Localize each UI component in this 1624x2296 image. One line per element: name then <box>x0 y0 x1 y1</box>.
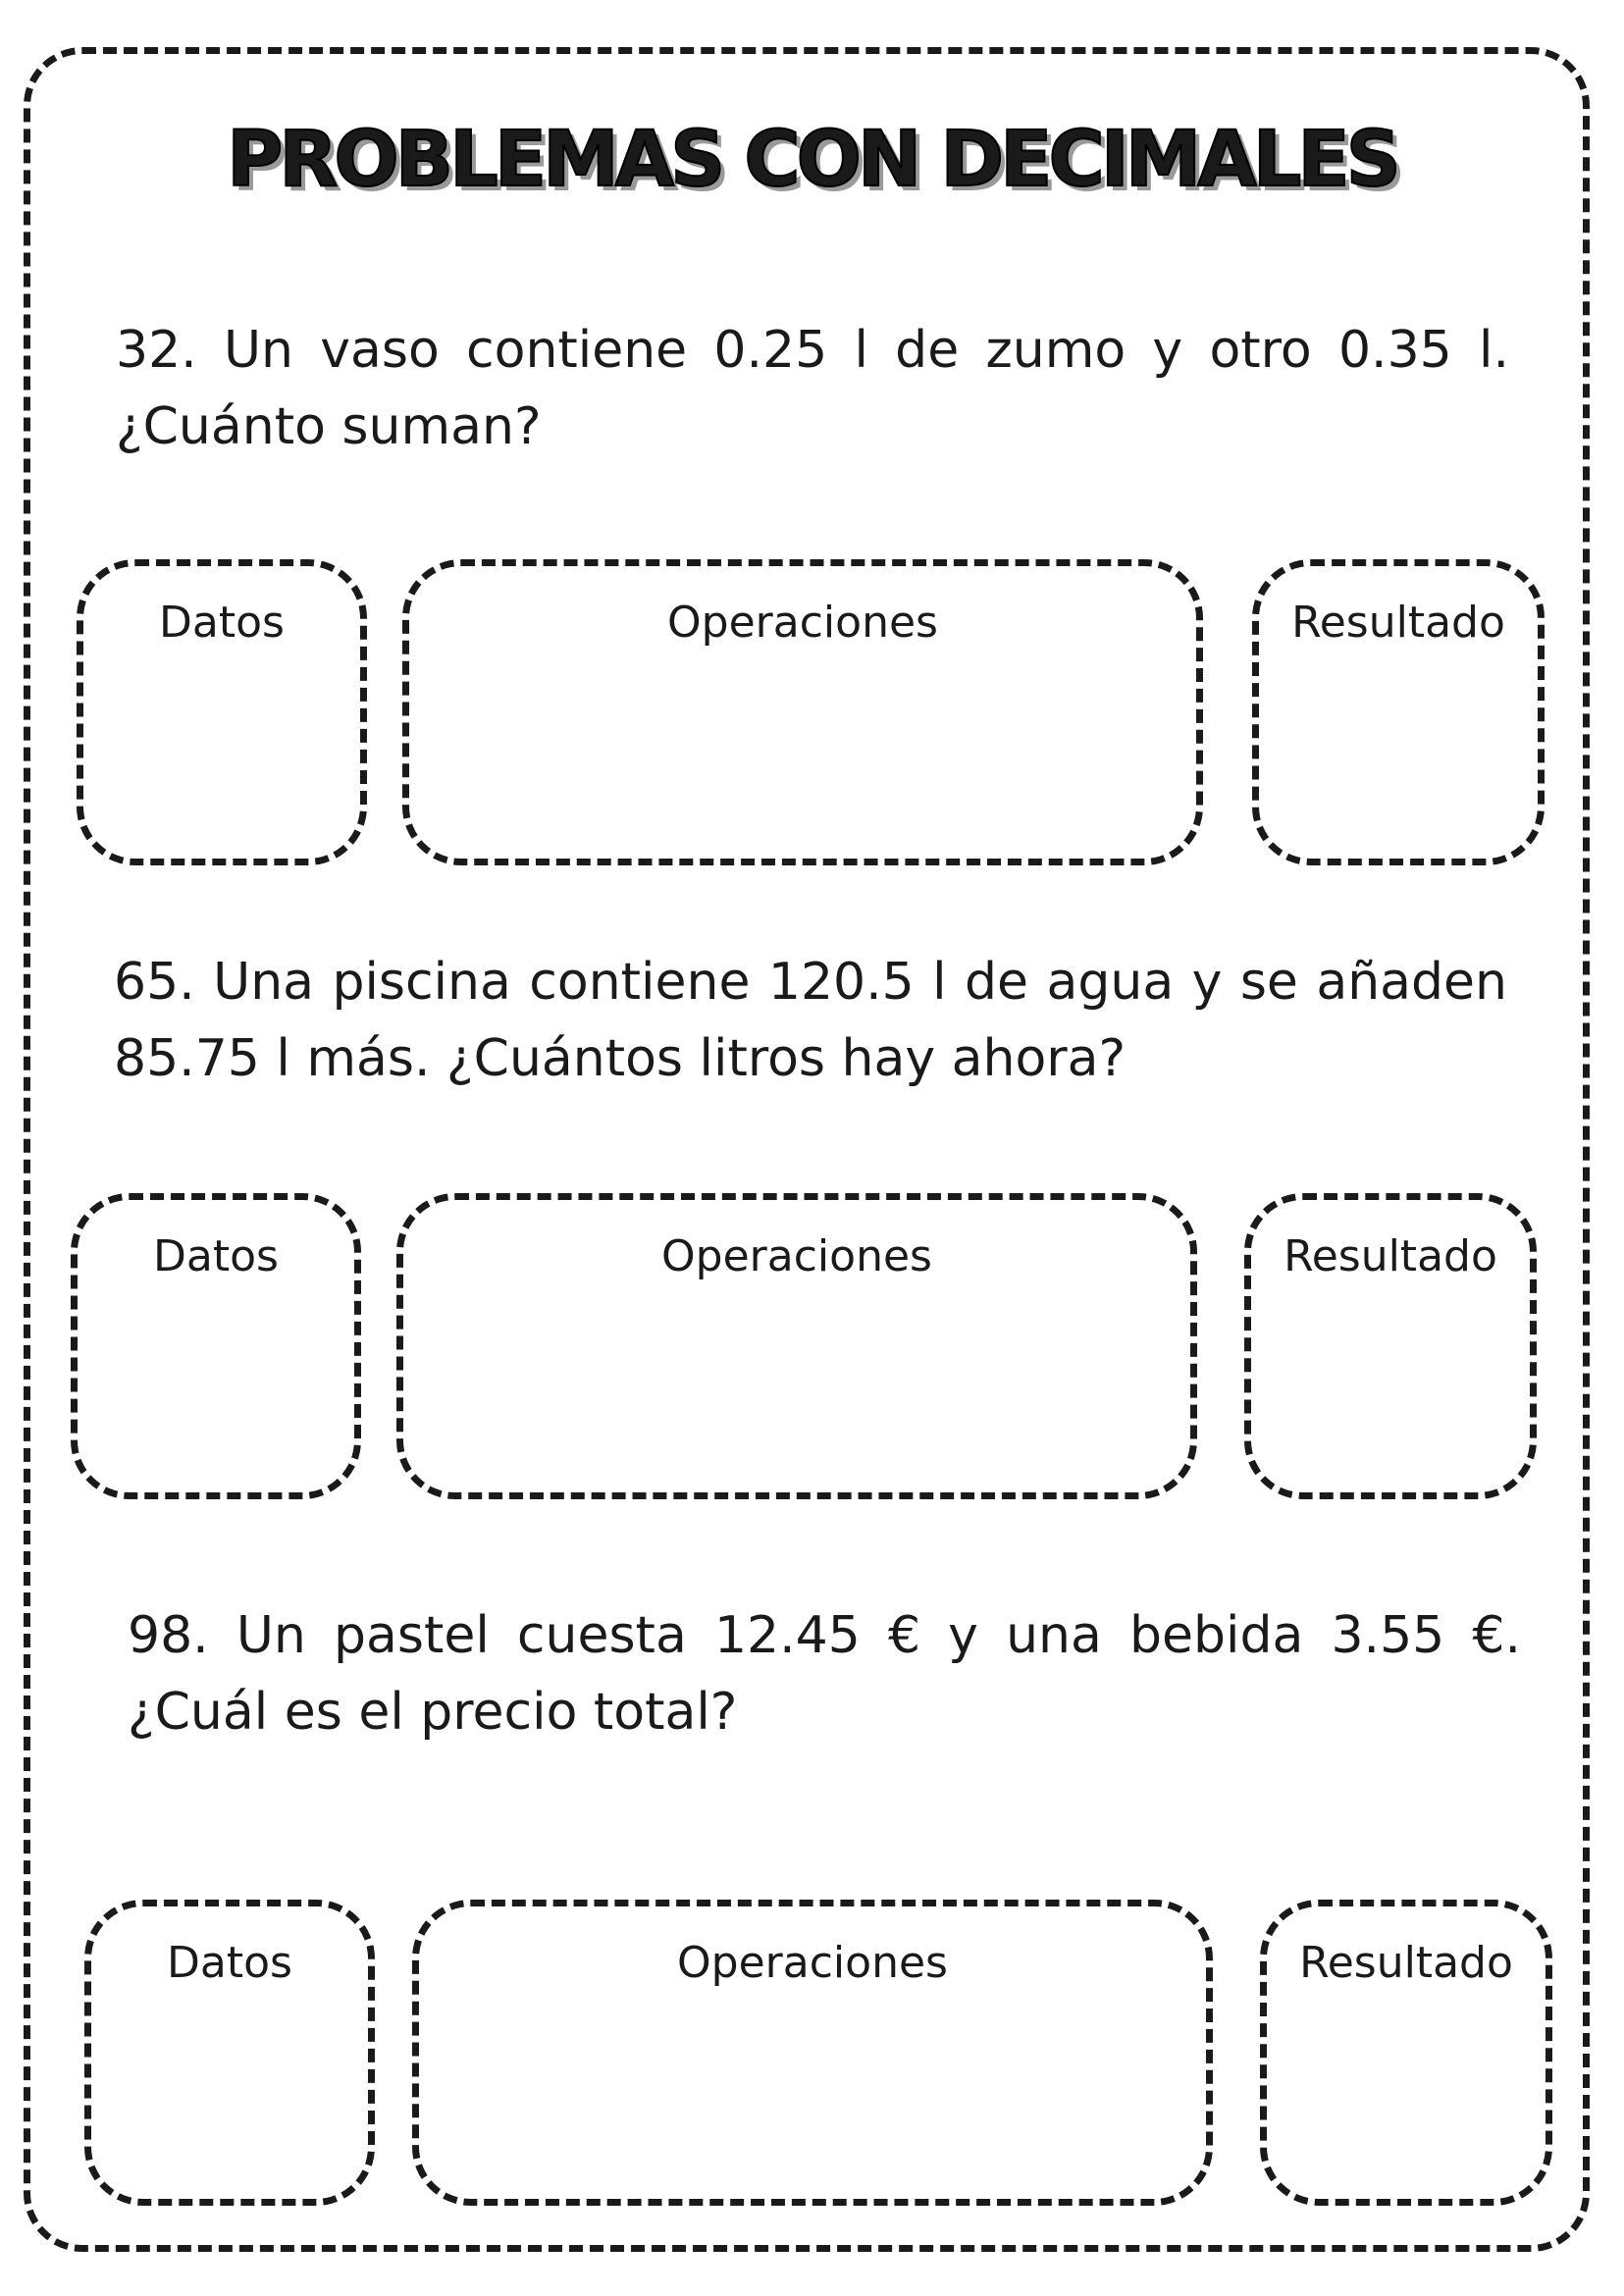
problem-3-resultado-box[interactable] <box>1260 1900 1552 2206</box>
problem-1-datos-box[interactable] <box>77 559 367 865</box>
operaciones-label: Operaciones <box>677 1938 948 1988</box>
problem-2-operaciones-box[interactable] <box>396 1193 1197 1499</box>
problem-3-datos-box[interactable] <box>84 1900 375 2206</box>
problem-1-resultado-box[interactable] <box>1252 559 1545 865</box>
problem-1-operaciones-box[interactable] <box>402 559 1203 865</box>
operaciones-label: Operaciones <box>667 598 938 648</box>
problem-2-datos-box[interactable] <box>71 1193 361 1499</box>
page-title: PROBLEMAS CON DECIMALES <box>227 116 1397 204</box>
problem-2-text: 65. Una piscina contiene 120.5 l de agua y se añaden 85.75 l más. ¿Cuántos litros hay ahora? <box>114 953 1507 1088</box>
datos-label: Datos <box>159 598 285 648</box>
operaciones-label: Operaciones <box>661 1231 932 1281</box>
resultado-label: Resultado <box>1299 1938 1513 1988</box>
problem-2-resultado-box[interactable] <box>1244 1193 1537 1499</box>
datos-label: Datos <box>167 1938 292 1988</box>
problem-3-operaciones-box[interactable] <box>412 1900 1213 2206</box>
problem-3-text: 98. Un pastel cuesta 12.45 € y una bebida 3.55 €. ¿Cuál es el precio total? <box>128 1606 1521 1742</box>
datos-label: Datos <box>153 1231 279 1281</box>
resultado-label: Resultado <box>1291 598 1505 648</box>
resultado-label: Resultado <box>1283 1231 1497 1281</box>
problem-1-text: 32. Un vaso contiene 0.25 l de zumo y otro 0.35 l. ¿Cuánto suman? <box>116 321 1509 456</box>
